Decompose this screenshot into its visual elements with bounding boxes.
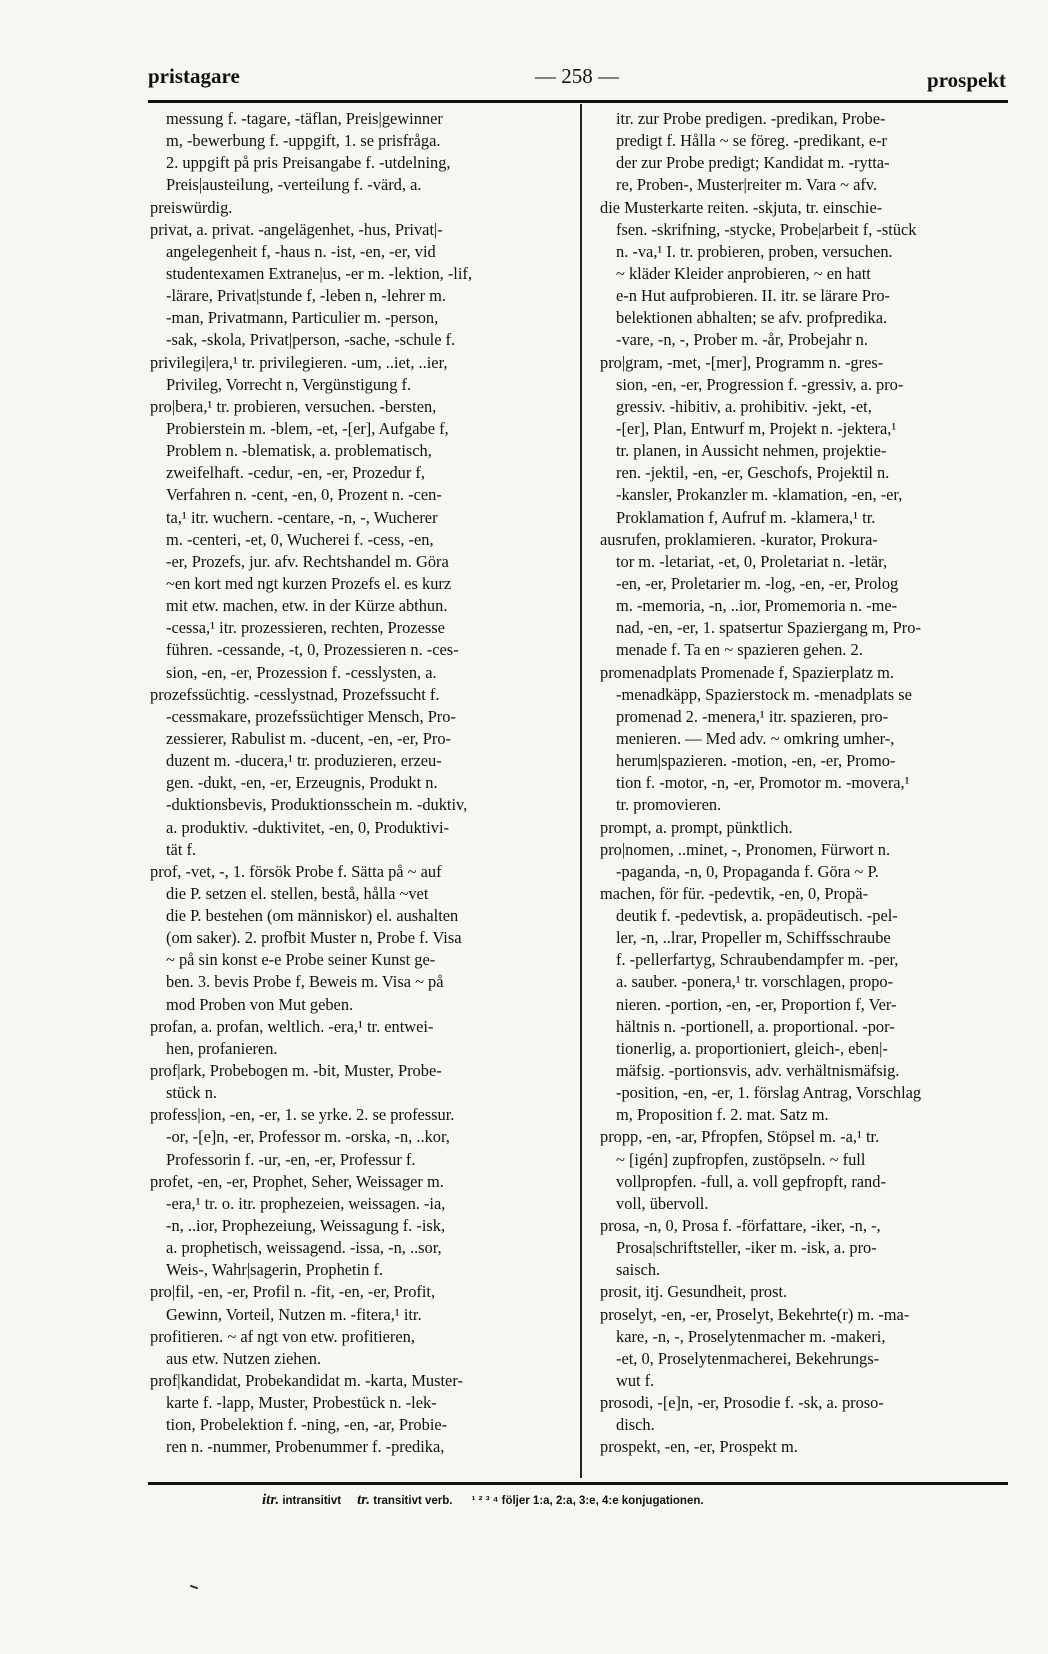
dictionary-line: prosit, itj. Gesundheit, prost. bbox=[600, 1282, 788, 1302]
dictionary-line: prof, -vet, -, 1. försök Probe f. Sätta på ~ auf bbox=[150, 861, 442, 881]
dictionary-line: -n, ..ior, Prophezeiung, Weissagung f. -isk, bbox=[166, 1216, 446, 1236]
dictionary-line: führen. -cessande, -t, 0, Prozessieren n. -ces- bbox=[166, 640, 459, 660]
dictionary-line: -position, -en, -er, 1. förslag Antrag, Vorschlag bbox=[616, 1083, 922, 1103]
dictionary-line: re, Proben-, Muster|reiter m. Vara ~ afv. bbox=[616, 175, 878, 195]
footer-tr-abbr: tr. bbox=[357, 1492, 371, 1508]
dictionary-line: profitieren. ~ af ngt von etw. profitieren, bbox=[150, 1326, 415, 1346]
dictionary-line: -et, 0, Proselytenmacherei, Bekehrungs- bbox=[616, 1348, 880, 1368]
footer-tr-label: transitivt verb. bbox=[373, 1495, 453, 1507]
dictionary-line: herum|spazieren. -motion, -en, -er, Promo- bbox=[616, 751, 896, 771]
dictionary-line: Gewinn, Vorteil, Nutzen m. -fitera,¹ itr. bbox=[166, 1304, 422, 1324]
dictionary-line: mit etw. machen, etw. in der Kürze abthun. bbox=[166, 596, 448, 616]
dictionary-line: tr. planen, in Aussicht nehmen, projektie- bbox=[616, 441, 887, 461]
dictionary-line: machen, för für. -pedevtik, -en, 0, Propä- bbox=[600, 883, 869, 903]
dictionary-line: -vare, -n, -, Prober m. -år, Probejahr n. bbox=[616, 330, 868, 350]
dictionary-line: m. -memoria, -n, ..ior, Promemoria n. -me- bbox=[616, 596, 898, 616]
dictionary-line: ~ [igén] zupfropfen, zustöpseln. ~ full bbox=[616, 1149, 866, 1169]
footer-superscripts: ¹ ² ³ ⁴ bbox=[471, 1495, 499, 1507]
dictionary-line: disch. bbox=[616, 1415, 655, 1435]
dictionary-line: Probierstein m. -blem, -et, -[er], Aufgabe f, bbox=[166, 418, 449, 438]
dictionary-line: pro|fil, -en, -er, Profil n. -fit, -en, -er, Profit, bbox=[150, 1282, 436, 1302]
dictionary-line: prospekt, -en, -er, Prospekt m. bbox=[600, 1437, 798, 1457]
dictionary-line: die P. bestehen (om människor) el. aushalten bbox=[166, 906, 459, 926]
dictionary-line: nad, -en, -er, 1. spatsertur Spaziergang m, Pro- bbox=[616, 618, 921, 638]
page-number: — 258 — bbox=[535, 64, 619, 88]
dictionary-line: prosa, -n, 0, Prosa f. -författare, -iker, -n, -, bbox=[600, 1216, 881, 1236]
left-running-headword: pristagare bbox=[148, 64, 240, 88]
dictionary-line: die Musterkarte reiten. -skjuta, tr. einschie- bbox=[600, 197, 883, 217]
dictionary-line: Proklamation f, Aufruf m. -klamera,¹ tr. bbox=[616, 507, 876, 527]
dictionary-line: tr. promovieren. bbox=[616, 795, 722, 815]
dictionary-line: ~ kläder Kleider anprobieren, ~ en hatt bbox=[616, 263, 871, 283]
dictionary-line: profess|ion, -en, -er, 1. se yrke. 2. se professur. bbox=[150, 1105, 455, 1125]
dictionary-line: a. produktiv. -duktivitet, -en, 0, Produktivi- bbox=[166, 817, 450, 837]
dictionary-line: Problem n. -blematisk, a. problematisch, bbox=[166, 441, 432, 461]
dictionary-line: f. -pellerfartyg, Schraubendampfer m. -per, bbox=[616, 950, 899, 970]
dictionary-line: messung f. -tagare, -täflan, Preis|gewinner bbox=[166, 109, 443, 128]
dictionary-line: studentexamen Extrane|us, -er m. -lektion, -lif, bbox=[166, 263, 472, 283]
dictionary-line: promenad 2. -menera,¹ itr. spazieren, pro- bbox=[616, 706, 889, 726]
dictionary-line: saisch. bbox=[616, 1260, 661, 1280]
dictionary-line: stück n. bbox=[166, 1083, 217, 1103]
dictionary-line: hen, profanieren. bbox=[166, 1038, 278, 1058]
dictionary-line: ren. -jektil, -en, -er, Geschofs, Projektil n. bbox=[616, 463, 890, 483]
dictionary-line: -paganda, -n, 0, Propaganda f. Göra ~ P. bbox=[616, 861, 879, 881]
dictionary-line: m, -bewerbung f. -uppgift, 1. se prisfråga. bbox=[166, 131, 441, 151]
dictionary-line: tion, Probelektion f. -ning, -en, -ar, Probie- bbox=[166, 1415, 448, 1435]
dictionary-line: ren n. -nummer, Probenummer f. -predika, bbox=[166, 1437, 445, 1457]
dictionary-line: 2. uppgift på pris Preisangabe f. -utdelning, bbox=[166, 153, 451, 173]
footer-conjugation-note: följer 1:a, 2:a, 3:e, 4:e konjugationen. bbox=[501, 1495, 704, 1507]
dictionary-line: Verfahren n. -cent, -en, 0, Prozent n. -cen- bbox=[166, 485, 442, 505]
dictionary-line: menieren. — Med adv. ~ omkring umher-, bbox=[616, 728, 895, 748]
dictionary-line: prozefssüchtig. -cesslystnad, Prozefssucht f. bbox=[150, 684, 440, 704]
dictionary-line: ta,¹ itr. wuchern. -centare, -n, -, Wucherer bbox=[166, 507, 438, 527]
dictionary-line: Privileg, Vorrecht n, Vergünstigung f. bbox=[166, 374, 412, 394]
dictionary-line: proselyt, -en, -er, Proselyt, Bekehrte(r) m. -ma- bbox=[600, 1304, 910, 1324]
dictionary-line: belektionen abhalten; se afv. profpredika. bbox=[616, 308, 888, 328]
column-divider bbox=[580, 104, 582, 1478]
dictionary-line: karte f. -lapp, Muster, Probestück n. -lek- bbox=[166, 1393, 437, 1413]
dictionary-line: Professorin f. -ur, -en, -er, Professur f. bbox=[166, 1149, 416, 1169]
footer-itr-abbr: itr. bbox=[262, 1492, 280, 1508]
dictionary-line: m. -centeri, -et, 0, Wucherei f. -cess, -en, bbox=[166, 529, 434, 549]
dictionary-line: -or, -[e]n, -er, Professor m. -orska, -n, ..kor, bbox=[166, 1127, 450, 1147]
dictionary-line: a. prophetisch, weissagend. -issa, -n, ..sor, bbox=[166, 1238, 442, 1258]
dictionary-line: nieren. -portion, -en, -er, Proportion f, Ver- bbox=[616, 994, 897, 1014]
dictionary-line: voll, übervoll. bbox=[616, 1193, 709, 1213]
dictionary-line: deutik f. -pedevtisk, a. propädeutisch. -pel- bbox=[616, 906, 898, 926]
dictionary-line: prof|kandidat, Probekandidat m. -karta, Muster- bbox=[150, 1371, 463, 1391]
dictionary-line: e-n Hut aufprobieren. II. itr. se lärare Pro- bbox=[616, 286, 890, 306]
dictionary-line: -cessmakare, prozefssüchtiger Mensch, Pro- bbox=[166, 706, 456, 726]
dictionary-line: Preis|austeilung, -verteilung f. -värd, a. bbox=[166, 175, 422, 195]
dictionary-line: zessierer, Rabulist m. -ducent, -en, -er, Pro- bbox=[166, 728, 451, 748]
dictionary-line: propp, -en, -ar, Pfropfen, Stöpsel m. -a,¹ tr. bbox=[600, 1127, 880, 1147]
dictionary-line: fsen. -skrifning, -stycke, Probe|arbeit f, -stück bbox=[616, 219, 917, 239]
dictionary-line: privat, a. privat. -angelägenhet, -hus, Privat|- bbox=[150, 219, 443, 239]
dictionary-line: preiswürdig. bbox=[150, 197, 233, 217]
right-column bbox=[600, 108, 1006, 1459]
left-column bbox=[150, 108, 562, 1459]
dictionary-line: die P. setzen el. stellen, bestå, hålla ~vet bbox=[166, 883, 429, 903]
dictionary-line: zweifelhaft. -cedur, -en, -er, Prozedur f, bbox=[166, 463, 425, 483]
dictionary-line: ~ på sin konst e-e Probe seiner Kunst ge- bbox=[166, 950, 436, 970]
dictionary-line: Weis-, Wahr|sagerin, Prophetin f. bbox=[166, 1260, 384, 1280]
dictionary-line: prosodi, -[e]n, -er, Prosodie f. -sk, a. proso- bbox=[600, 1393, 884, 1413]
dictionary-line: -menadkäpp, Spazierstock m. -menadplats se bbox=[616, 684, 912, 704]
footer-itr-label: intransitivt bbox=[282, 1495, 342, 1507]
dictionary-line: Prosa|schriftsteller, -iker m. -isk, a. pro- bbox=[616, 1238, 877, 1258]
footer-rule bbox=[148, 1482, 1008, 1485]
dictionary-line: tionerlig, a. proportioniert, gleich-, eben|- bbox=[616, 1038, 888, 1058]
dictionary-line: (om saker). 2. profbit Muster n, Probe f. Visa bbox=[166, 928, 462, 948]
dictionary-line: tion f. -motor, -n, -er, Promotor m. -movera,¹ bbox=[616, 773, 910, 793]
header-rule bbox=[148, 100, 1008, 103]
dictionary-line: gressiv. -hibitiv, a. prohibitiv. -jekt, -et, bbox=[616, 396, 872, 416]
dictionary-line: -lärare, Privat|stunde f, -leben n, -lehrer m. bbox=[166, 286, 446, 306]
dictionary-line: ben. 3. bevis Probe f, Beweis m. Visa ~ på bbox=[166, 972, 444, 992]
dictionary-line: pro|bera,¹ tr. probieren, versuchen. -bersten, bbox=[150, 396, 437, 416]
dictionary-line: prompt, a. prompt, pünktlich. bbox=[600, 817, 793, 837]
dictionary-line: gen. -dukt, -en, -er, Erzeugnis, Produkt n. bbox=[166, 773, 438, 793]
dictionary-line: -er, Prozefs, jur. afv. Rechtshandel m. Göra bbox=[166, 551, 449, 571]
dictionary-line: -duktionsbevis, Produktionsschein m. -duktiv, bbox=[166, 795, 468, 815]
dictionary-line: vollpropfen. -full, a. voll gepfropft, rand- bbox=[616, 1171, 886, 1191]
dictionary-line: -[er], Plan, Entwurf m, Projekt n. -jektera,¹ bbox=[616, 418, 897, 438]
dictionary-line: -cessa,¹ itr. prozessieren, rechten, Prozesse bbox=[166, 618, 445, 638]
dictionary-line: wut f. bbox=[616, 1371, 655, 1391]
dictionary-line: ~en kort med ngt kurzen Prozefs el. es kurz bbox=[166, 573, 452, 593]
dictionary-line: kare, -n, -, Proselytenmacher m. -makeri, bbox=[616, 1326, 886, 1346]
dictionary-line: pro|gram, -met, -[mer], Programm n. -gres- bbox=[600, 352, 884, 372]
dictionary-line: der zur Probe predigt; Kandidat m. -rytta- bbox=[616, 153, 890, 173]
dictionary-line: -sak, -skola, Privat|person, -sache, -schule f. bbox=[166, 330, 456, 350]
dictionary-line: mäfsig. -portionsvis, adv. verhältnismäfsig. bbox=[616, 1061, 900, 1081]
right-running-headword: prospekt bbox=[927, 68, 1006, 92]
dictionary-line: -era,¹ tr. o. itr. prophezeien, weissagen. -ia, bbox=[166, 1193, 446, 1213]
dictionary-line: a. sauber. -ponera,¹ tr. vorschlagen, propo- bbox=[616, 972, 894, 992]
dictionary-line: -man, Privatmann, Particulier m. -person, bbox=[166, 308, 439, 328]
dictionary-line: promenadplats Promenade f, Spazierplatz m. bbox=[600, 662, 895, 682]
dictionary-line: profan, a. profan, weltlich. -era,¹ tr. entwei- bbox=[150, 1016, 434, 1036]
dictionary-line: -kansler, Prokanzler m. -klamation, -en, -er, bbox=[616, 485, 903, 505]
dictionary-line: hältnis n. -portionell, a. proportional. -por- bbox=[616, 1016, 895, 1036]
dictionary-line: prof|ark, Probebogen m. -bit, Muster, Probe- bbox=[150, 1061, 442, 1081]
dictionary-line: m, Proposition f. 2. mat. Satz m. bbox=[616, 1105, 829, 1125]
dictionary-line: itr. zur Probe predigen. -predikan, Probe- bbox=[616, 109, 886, 128]
dictionary-line: menade f. Ta en ~ spazieren gehen. 2. bbox=[616, 640, 863, 660]
dictionary-line: tät f. bbox=[166, 839, 197, 859]
dictionary-line: predigt f. Hålla ~ se föreg. -predikant, e-r bbox=[616, 131, 888, 151]
dictionary-line: -en, -er, Proletarier m. -log, -en, -er, Prolog bbox=[616, 573, 899, 593]
dictionary-line: sion, -en, -er, Progression f. -gressiv, a. pro- bbox=[616, 374, 904, 394]
dictionary-line: n. -va,¹ I. tr. probieren, proben, versuchen. bbox=[616, 241, 893, 261]
dictionary-line: mod Proben von Mut geben. bbox=[166, 994, 354, 1014]
dictionary-line: duzent m. -ducera,¹ tr. produzieren, erzeu- bbox=[166, 751, 442, 771]
footer-legend bbox=[262, 1492, 928, 1509]
page-header bbox=[148, 64, 1006, 94]
stray-mark bbox=[190, 1585, 198, 1590]
dictionary-line: pro|nomen, ..minet, -, Pronomen, Fürwort n. bbox=[600, 839, 891, 859]
dictionary-line: profet, -en, -er, Prophet, Seher, Weissager m. bbox=[150, 1171, 444, 1191]
dictionary-line: angelegenheit f, -haus n. -ist, -en, -er, vid bbox=[166, 241, 436, 261]
dictionary-line: ausrufen, proklamieren. -kurator, Prokura- bbox=[600, 529, 878, 549]
dictionary-line: tor m. -letariat, -et, 0, Proletariat n. -letär, bbox=[616, 551, 888, 571]
dictionary-line: privilegi|era,¹ tr. privilegieren. -um, ..iet, ..ier, bbox=[150, 352, 448, 372]
dictionary-line: sion, -en, -er, Prozession f. -cesslysten, a. bbox=[166, 662, 437, 682]
dictionary-line: ler, -n, ..lrar, Propeller m, Schiffsschraube bbox=[616, 928, 891, 948]
dictionary-line: aus etw. Nutzen ziehen. bbox=[166, 1348, 322, 1368]
